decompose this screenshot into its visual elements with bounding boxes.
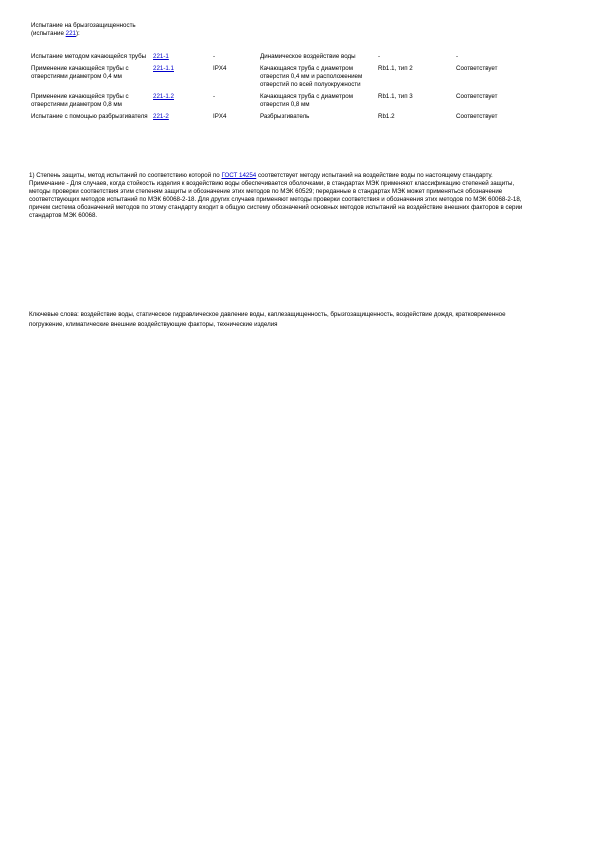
test-means-cell: Качающаяся труба с диаметром отверстия 0,4 мм и расположением отверстий по всей полуокружности [260,65,363,88]
test-name-cell: Применение качающейся трубы с отверстиями диаметром 0,8 мм [31,93,129,108]
table-row [29,53,529,65]
table-row [29,93,529,113]
test-methods-table [29,53,529,125]
footnote-suffix: соответствует методу испытаний на воздействие воды по настоящему стандарту. [256,172,493,179]
test-means-cell: Разбрызгиватель [260,113,310,120]
correspondence-cell: Соответствует [456,93,498,100]
clause-link[interactable]: 221-2 [153,113,169,120]
clause-link[interactable]: 221-1.2 [153,93,174,100]
table-row [29,113,529,125]
test-name-cell: Испытание методом качающейся трубы [31,53,147,60]
test-means-cell: Динамическое воздействие воды [260,53,356,60]
reference-cell: - [378,53,381,60]
clause-221-link[interactable]: 221 [65,30,76,37]
keywords-paragraph: Ключевые слова: воздействие воды, статическое гидравлическое давление воды, каплезащищенность, брызгозащищенность, воздействие дождя, кратковременное погружение, климатические внешние воздействующие факторы, технические изделия [29,311,506,328]
footnote [29,172,527,180]
reference-cell: Rb1.2 [378,113,395,120]
reference-cell: Rb1.1, тип 2 [378,65,413,72]
clause-link[interactable]: 221-1 [153,53,169,60]
protection-degree-cell: - [213,93,216,100]
reference-cell: Rb1.1, тип 3 [378,93,413,100]
protection-degree-cell: - [213,53,216,60]
remark-note: Примечание - Для случаев, когда стойкость изделия к воздействию воды обеспечивается оболочками, в стандартах МЭК применяют классификацию степеней защиты, методы проверки соответствия этим степеням защиты и обозначение этих методов по МЭК 60529; переданные в стандартах МЭК может применяться обозначение соответствующих методов испытаний по МЭК 60068-2-18. Для других случаев применяют методы проверки соответствия и обозначения этих методов по МЭК 60068-2-18, причем система обозначений методов по этому стандарту входит в общую систему обозначений основных методов испытаний на воздействие внешних факторов в серии стандартов МЭК 60068. [29,180,523,219]
footnote-prefix: 1) Степень защиты, метод испытаний по соответствию которой по [29,172,222,179]
intro-text-suffix: ): [75,30,80,37]
intro-heading [31,22,151,38]
test-name-cell: Испытание с помощью разбрызгивателя [31,113,148,120]
test-name-cell: Применение качающейся трубы с отверстиями диаметром 0,4 мм [31,65,129,80]
gost-14254-link[interactable]: ГОСТ 14254 [221,172,257,179]
test-means-cell: Качающаяся труба с диаметром отверстия 0,8 мм [260,93,353,108]
correspondence-cell: Соответствует [456,113,498,120]
correspondence-cell: - [456,53,459,60]
table-row [29,65,529,93]
correspondence-cell: Соответствует [456,65,498,72]
notes-section [29,172,527,220]
protection-degree-cell: IPX4 [213,113,227,120]
intro-text-prefix: Испытание на брызгозащищенность (испытание [31,22,136,37]
protection-degree-cell: IPX4 [213,65,227,72]
clause-link[interactable]: 221-1.1 [153,65,174,72]
